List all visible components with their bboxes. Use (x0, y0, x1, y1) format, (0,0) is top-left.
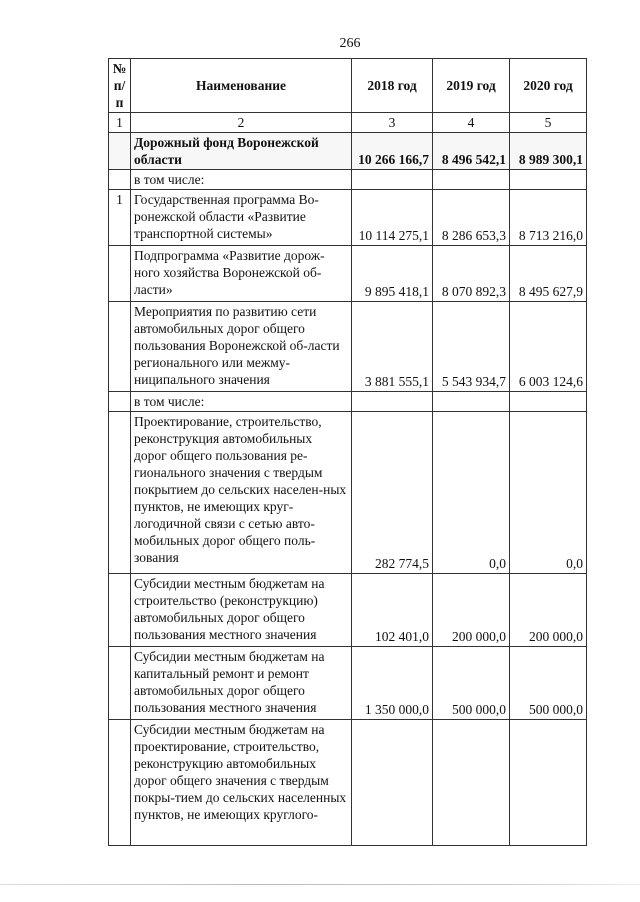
row-index: 1 (109, 190, 131, 246)
value-2020: 500 000,0 (510, 647, 587, 720)
value-2020: 200 000,0 (510, 574, 587, 647)
table-row (109, 190, 587, 246)
value-2020: 0,0 (510, 412, 587, 574)
scan-edge-line (0, 884, 640, 885)
row-name: в том числе: (131, 170, 352, 190)
column-number: 1 (109, 113, 131, 133)
header-num: № п/п (109, 59, 131, 113)
value-2019: 8 070 892,3 (433, 246, 510, 302)
value-2020 (510, 170, 587, 190)
table-row (109, 170, 587, 190)
row-name: Проектирование, строительство, реконструкция автомобильных дорог общего пользования ре-гионального значения с твердым покрытием до сельских населен-ных пунктов, не имеющих круг-логодичной связи с сетью авто-мобильных дорог общего поль-зования (131, 412, 352, 574)
table-row (109, 392, 587, 412)
value-2019: 500 000,0 (433, 647, 510, 720)
column-number: 3 (352, 113, 433, 133)
table-row (109, 647, 587, 720)
value-2018: 282 774,5 (352, 412, 433, 574)
value-2020: 6 003 124,6 (510, 302, 587, 392)
row-index (109, 412, 131, 574)
value-2020 (510, 720, 587, 846)
value-2019 (433, 720, 510, 846)
row-name: Субсидии местным бюджетам на строительство (реконструкцию) автомобильных дорог общего пользования местного значения (131, 574, 352, 647)
row-index (109, 170, 131, 190)
table-row (109, 246, 587, 302)
value-2018: 10 114 275,1 (352, 190, 433, 246)
value-2018: 3 881 555,1 (352, 302, 433, 392)
value-2018: 1 350 000,0 (352, 647, 433, 720)
value-2019: 200 000,0 (433, 574, 510, 647)
page-number: 266 (339, 36, 361, 51)
value-2020 (510, 392, 587, 412)
value-2018 (352, 392, 433, 412)
value-2019: 5 543 934,7 (433, 302, 510, 392)
table-row (109, 574, 587, 647)
value-2019 (433, 170, 510, 190)
value-2019: 8 496 542,1 (433, 133, 510, 170)
value-2018: 9 895 418,1 (352, 246, 433, 302)
value-2018 (352, 170, 433, 190)
value-2020: 8 713 216,0 (510, 190, 587, 246)
row-index (109, 246, 131, 302)
row-index (109, 647, 131, 720)
row-name: Мероприятия по развитию сети автомобильных дорог общего пользования Воронежской об-ласти регионального или межму-ниципального значения (131, 302, 352, 392)
row-name: Дорожный фонд Воронежской области (131, 133, 352, 170)
budget-table (108, 58, 587, 846)
table-row (109, 133, 587, 170)
column-number: 4 (433, 113, 510, 133)
row-name: Подпрограмма «Развитие дорож-ного хозяйства Воронежской об-ласти» (131, 246, 352, 302)
value-2018: 102 401,0 (352, 574, 433, 647)
row-name: Субсидии местным бюджетам на проектирование, строительство, реконструкцию автомобильных дорог общего значения с твердым покры-тием до сельских населенных пунктов, не имеющих круглого- (131, 720, 352, 846)
row-index (109, 133, 131, 170)
row-index (109, 302, 131, 392)
header-row (109, 59, 587, 113)
row-index (109, 574, 131, 647)
header-2020: 2020 год (510, 59, 587, 113)
value-2019 (433, 392, 510, 412)
value-2019: 0,0 (433, 412, 510, 574)
value-2019: 8 286 653,3 (433, 190, 510, 246)
table-row (109, 412, 587, 574)
row-index (109, 392, 131, 412)
header-2018: 2018 год (352, 59, 433, 113)
value-2020: 8 989 300,1 (510, 133, 587, 170)
table-row (109, 720, 587, 846)
header-2019: 2019 год (433, 59, 510, 113)
table-row (109, 302, 587, 392)
value-2018 (352, 720, 433, 846)
row-name: в том числе: (131, 392, 352, 412)
column-number: 5 (510, 113, 587, 133)
value-2020: 8 495 627,9 (510, 246, 587, 302)
row-name: Государственная программа Во-ронежской области «Развитие транспортной системы» (131, 190, 352, 246)
column-number-row (109, 113, 587, 133)
row-name: Субсидии местным бюджетам на капитальный ремонт и ремонт автомобильных дорог общего пользования местного значения (131, 647, 352, 720)
value-2018: 10 266 166,7 (352, 133, 433, 170)
column-number: 2 (131, 113, 352, 133)
row-index (109, 720, 131, 846)
header-name: Наименование (131, 59, 352, 113)
